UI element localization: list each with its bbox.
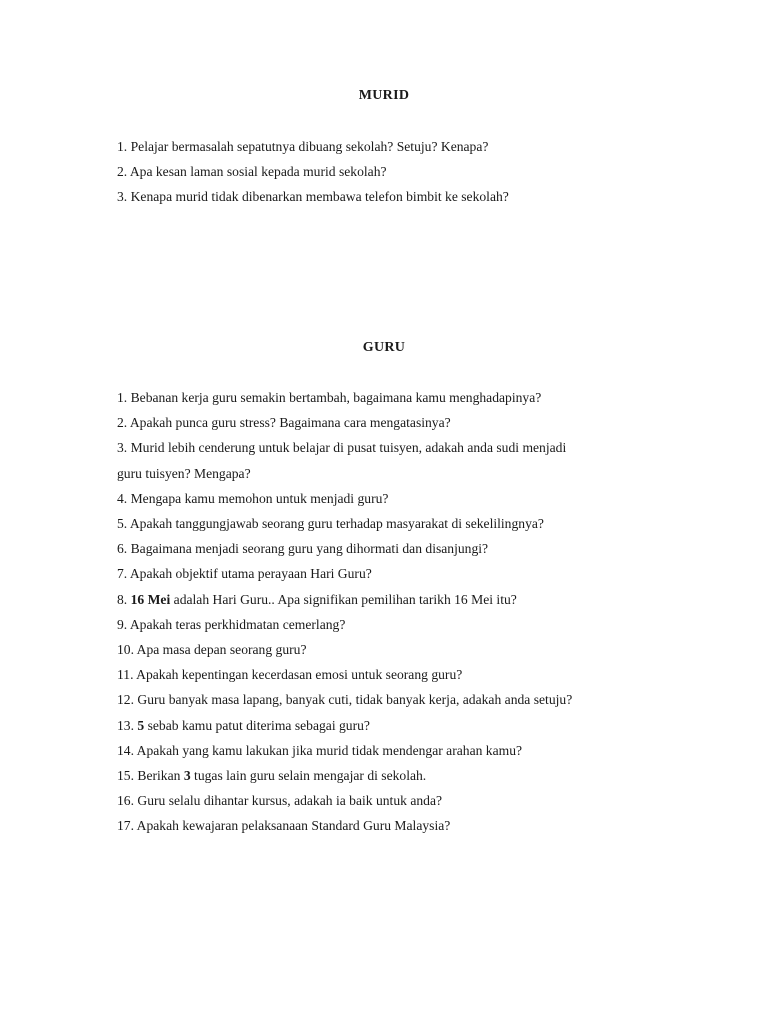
list-item: 16. Guru selalu dihantar kursus, adakah ia baik untuk anda?	[117, 793, 443, 809]
list-item: 17. Apakah kewajaran pelaksanaan Standard Guru Malaysia?	[117, 818, 451, 834]
list-item: 6. Bagaimana menjadi seorang guru yang dihormati dan disanjungi?	[117, 541, 489, 557]
list-item: 14. Apakah yang kamu lakukan jika murid tidak mendengar arahan kamu?	[117, 742, 523, 758]
list-item: 7. Apakah objektif utama perayaan Hari Guru?	[117, 566, 372, 582]
list-item: 3. Murid lebih cenderung untuk belajar di pusat tuisyen, adakah anda sudi menjadi	[117, 440, 567, 456]
list-item: 9. Apakah teras perkhidmatan cemerlang?	[117, 616, 346, 632]
item-text: tugas lain guru selain mengajar di sekolah.	[194, 768, 427, 784]
item-text: adalah Hari Guru.. Apa signifikan pemilihan tarikh 16 Mei itu?	[173, 591, 517, 607]
item-number: 13.	[117, 717, 134, 733]
murid-question-list	[117, 134, 677, 210]
bold-number: 3	[183, 768, 191, 784]
list-item: 12. Guru banyak masa lapang, banyak cuti, tidak banyak kerja, adakah anda setuju?	[117, 692, 573, 708]
list-item: 10. Apa masa depan seorang guru?	[117, 642, 307, 658]
murid-heading: MURID	[358, 88, 410, 103]
guru-question-list	[117, 385, 677, 839]
list-item: 1. Bebanan kerja guru semakin bertambah, bagaimana kamu menghadapinya?	[117, 390, 542, 405]
list-item: 1. Pelajar bermasalah sepatutnya dibuang sekolah? Setuju? Kenapa?	[117, 139, 489, 154]
item-text: 15. Berikan	[117, 768, 181, 784]
list-item: 3. Kenapa murid tidak dibenarkan membawa telefon bimbit ke sekolah?	[117, 189, 509, 205]
item-number: 8.	[117, 591, 128, 607]
item-text: sebab kamu patut diterima sebagai guru?	[147, 717, 370, 733]
list-item	[117, 587, 677, 612]
bold-date: 16 Mei	[130, 591, 171, 607]
list-item: 4. Mengapa kamu memohon untuk menjadi guru?	[117, 490, 389, 506]
list-item: 2. Apakah punca guru stress? Bagaimana cara mengatasinya?	[117, 415, 451, 431]
bold-number: 5	[137, 717, 145, 733]
list-item: 11. Apakah kepentingan kecerdasan emosi untuk seorang guru?	[117, 667, 463, 683]
list-item: 2. Apa kesan laman sosial kepada murid sekolah?	[117, 164, 387, 180]
list-item-continuation: guru tuisyen? Mengapa?	[117, 465, 251, 481]
list-item	[117, 763, 677, 788]
list-item: 5. Apakah tanggungjawab seorang guru terhadap masyarakat di sekelilingnya?	[117, 516, 544, 532]
guru-heading: GURU	[362, 340, 406, 355]
list-item	[117, 713, 677, 738]
